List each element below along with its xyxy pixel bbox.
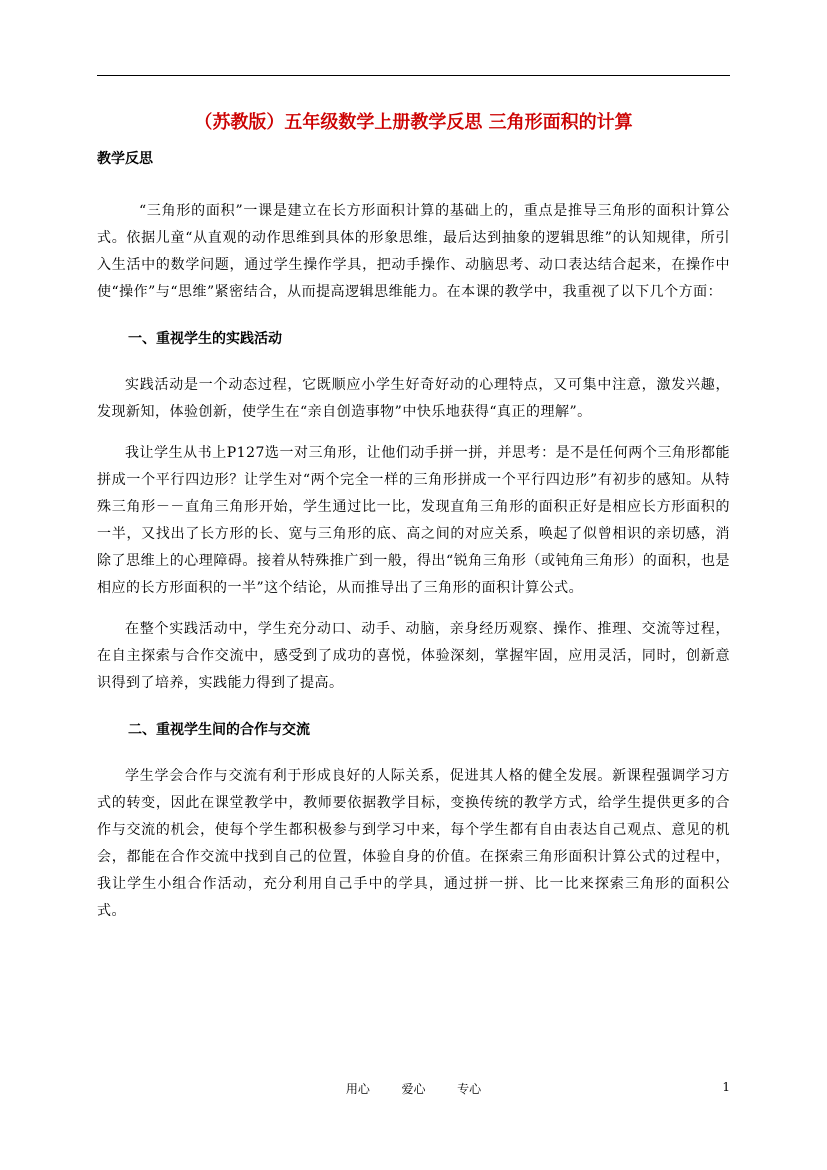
intro-paragraph: “三角形的面积”一课是建立在长方形面积计算的基础上的，重点是推导三角形的面积计算公式。依据儿童“从直观的动作思维到具体的形象思维，最后达到抽象的逻辑思维”的认知规律，所引入生活中的数学问题，通过学生操作学具，把动手操作、动脑思考、动口表达结合起来，在操作中使“操作”与“思维”紧密结合，从而提高逻辑思维能力。在本课的教学中，我重视了以下几个方面：: [97, 203, 730, 300]
page-footer: [97, 1080, 730, 1100]
paragraph: 在整个实践活动中，学生充分动口、动手、动脑，亲身经历观察、操作、推理、交流等过程，在自主探索与合作交流中，感受到了成功的喜悦，体验深刻，掌握牢固，应用灵活，同时，创新意识得到了培养，实践能力得到了提高。: [97, 621, 730, 691]
document-title: （苏教版）五年级数学上册教学反思 三角形面积的计算: [194, 112, 633, 133]
paragraph: 我让学生从书上P127选一对三角形，让他们动手拼一拼，并思考：是不是任何两个三角形都能拼成一个平行四边形？让学生对“两个完全一样的三角形拼成一个平行四边形”有初步的感知。从特殊三角形－－直角三角形开始，学生通过比一比，发现直角三角形的面积正好是相应长方形面积的一半，又找出了长方形的长、宽与三角形的底、高之间的对应关系，唤起了似曾相识的亲切感，消除了思维上的心理障碍。接着从特殊推广到一般，得出“锐角三角形（或钝角三角形）的面积，也是相应的长方形面积的一半”这个结论，从而推导出了三角形的面积计算公式。: [97, 445, 730, 596]
section-heading-cooperation: 二、重视学生间的合作与交流: [128, 722, 310, 738]
paragraph: 学生学会合作与交流有利于形成良好的人际关系，促进其人格的健全发展。新课程强调学习方式的转变，因此在课堂教学中，教师要依据教学目标，变换传统的教学方式，给学生提供更多的合作与交流的机会，使每个学生都积极参与到学习中来，每个学生都有自由表达自己观点、意见的机会，都能在合作交流中找到自己的位置，体验自身的价值。在探索三角形面积计算公式的过程中，我让学生小组合作活动，充分利用自己手中的学具，通过拼一拼、比一比来探索三角形的面积公式。: [97, 768, 730, 919]
footer-motto: 用心 爱心 专心: [345, 1082, 482, 1096]
header-rule: [97, 75, 730, 76]
section-heading-practice: 一、重视学生的实践活动: [128, 331, 282, 347]
paragraph: 实践活动是一个动态过程，它既顺应小学生好奇好动的心理特点，又可集中注意，激发兴趣，发现新知，体验创新，使学生在“亲自创造事物”中快乐地获得“真正的理解”。: [97, 377, 730, 420]
page-number: 1: [722, 1080, 730, 1094]
section-label: 教学反思: [97, 151, 153, 167]
document-body: [97, 148, 730, 925]
